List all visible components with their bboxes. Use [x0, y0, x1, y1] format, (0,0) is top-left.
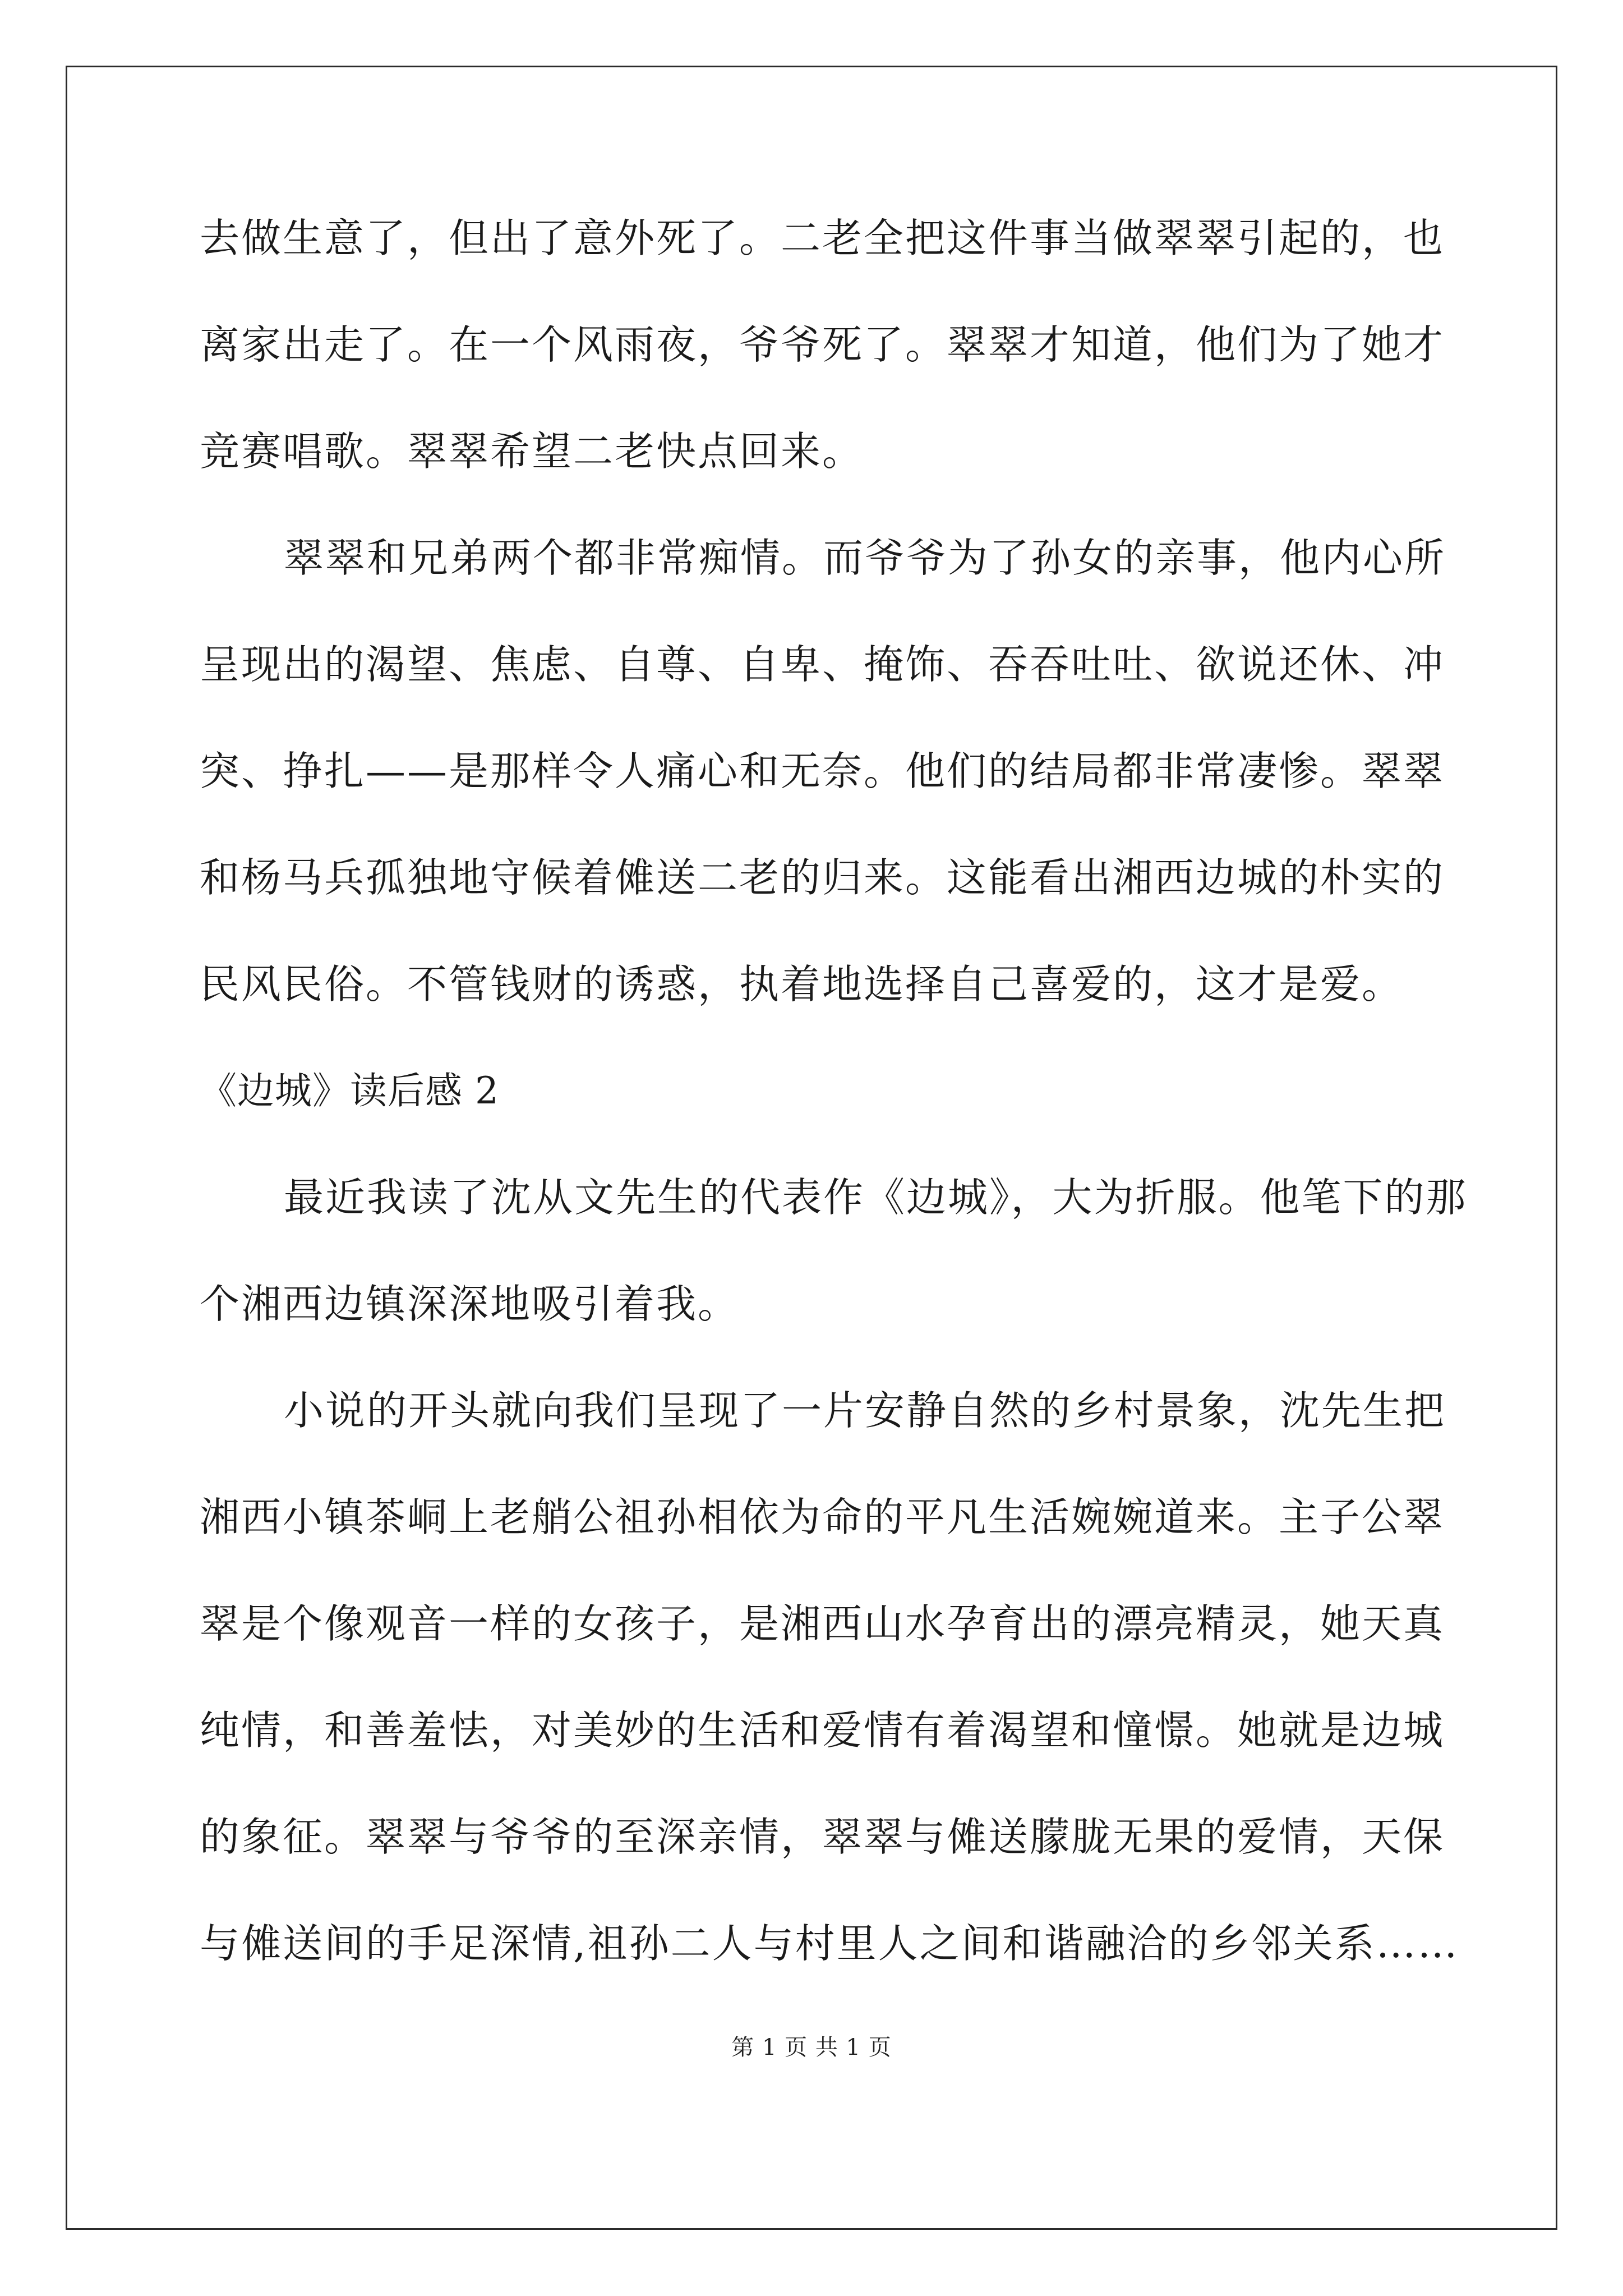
text-line: 和杨马兵孤独地守候着傩送二老的归来。这能看出湘西边城的朴实的 — [200, 854, 1445, 901]
text-line: 最近我读了沈从文先生的代表作《边城》，大为折服。他笔下的那 — [284, 1174, 1468, 1221]
page-footer: 第 1 页 共 1 页 — [731, 2035, 892, 2060]
text-line: 湘西小镇茶峒上老艄公祖孙相依为命的平凡生活婉婉道来。主子公翠 — [200, 1494, 1445, 1540]
text-line: 竞赛唱歌。翠翠希望二老快点回来。 — [200, 428, 864, 475]
text-line: 去做生意了，但出了意外死了。二老全把这件事当做翠翠引起的，也 — [200, 215, 1445, 261]
document-body — [200, 185, 1468, 1997]
text-line: 民风民俗。不管钱财的诱惑，执着地选择自己喜爱的，这才是爱。 — [200, 961, 1404, 1007]
text-line: 呈现出的渴望、焦虑、自尊、自卑、掩饰、吞吞吐吐、欲说还休、冲 — [200, 641, 1445, 688]
text-line: 离家出走了。在一个风雨夜，爷爷死了。翠翠才知道，他们为了她才 — [200, 321, 1445, 368]
text-line: 翠翠和兄弟两个都非常痴情。而爷爷为了孙女的亲事，他内心所 — [284, 535, 1446, 581]
text-line: 纯情，和善羞怯，对美妙的生活和爱情有着渴望和憧憬。她就是边城 — [200, 1707, 1445, 1754]
text-line: 突、挣扎——是那样令人痛心和无奈。他们的结局都非常凄惨。翠翠 — [200, 748, 1445, 794]
text-line: 与傩送间的手足深情,祖孙二人与村里人之间和谐融洽的乡邻关系…… — [200, 1920, 1459, 1967]
text-line: 的象征。翠翠与爷爷的至深亲情，翠翠与傩送朦胧无果的爱情，天保 — [200, 1814, 1445, 1860]
text-line: 个湘西边镇深深地吸引着我。 — [200, 1281, 740, 1327]
text-line: 小说的开头就向我们呈现了一片安静自然的乡村景象，沈先生把 — [284, 1387, 1446, 1434]
text-line: 翠是个像观音一样的女孩子，是湘西山水孕育出的漂亮精灵，她天真 — [200, 1600, 1445, 1647]
section-heading: 《边城》读后感 2 — [200, 1069, 499, 1112]
